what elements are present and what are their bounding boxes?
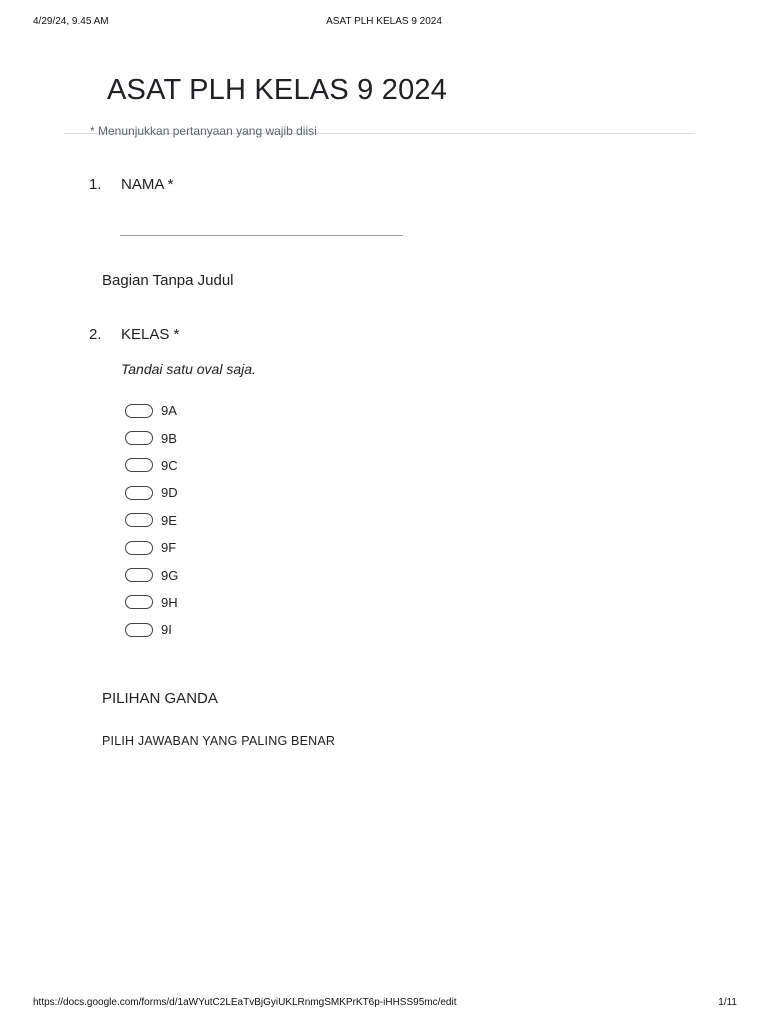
option-9g[interactable] [125,561,178,588]
kelas-options [125,397,178,644]
radio-oval[interactable] [125,623,153,637]
option-9d[interactable] [125,479,178,506]
radio-oval[interactable] [125,513,153,527]
option-9f[interactable] [125,534,178,561]
option-9a[interactable] [125,397,178,424]
required-note: * Menunjukkan pertanyaan yang wajib diisi [90,124,317,138]
question-number: 2. [89,326,102,343]
radio-oval[interactable] [125,458,153,472]
option-9i[interactable] [125,616,178,643]
question-title-nama: NAMA * [121,176,174,193]
radio-oval[interactable] [125,431,153,445]
nama-answer-field[interactable] [120,235,403,236]
option-label: 9B [161,430,177,446]
radio-oval[interactable] [125,568,153,582]
page-number: 1/11 [718,997,737,1008]
option-label: 9C [161,457,178,473]
section-description: PILIH JAWABAN YANG PALING BENAR [102,734,336,748]
option-9e[interactable] [125,507,178,534]
option-9b[interactable] [125,424,178,451]
section-title-pilihan-ganda: PILIHAN GANDA [102,690,218,707]
radio-oval[interactable] [125,541,153,555]
question-hint: Tandai satu oval saja. [121,361,256,377]
option-label: 9G [161,567,179,583]
option-label: 9E [161,512,177,528]
option-label: 9F [161,540,177,556]
radio-oval[interactable] [125,404,153,418]
question-title-kelas: KELAS * [121,326,180,343]
option-9h[interactable] [125,589,178,616]
print-datetime: 4/29/24, 9.45 AM [33,16,109,27]
print-doc-title: ASAT PLH KELAS 9 2024 [326,16,442,27]
option-label: 9A [161,403,177,419]
option-label: 9I [161,622,172,638]
option-9c[interactable] [125,452,178,479]
print-url: https://docs.google.com/forms/d/1aWYutC2LEaTvBjGyiUKLRnmgSMKPrKT6p-iHHSS95mc/edit [33,997,457,1008]
form-title: ASAT PLH KELAS 9 2024 [107,74,448,106]
question-number: 1. [89,176,102,193]
option-label: 9H [161,594,178,610]
radio-oval[interactable] [125,595,153,609]
section-title-untitled: Bagian Tanpa Judul [102,272,234,289]
option-label: 9D [161,485,178,501]
radio-oval[interactable] [125,486,153,500]
